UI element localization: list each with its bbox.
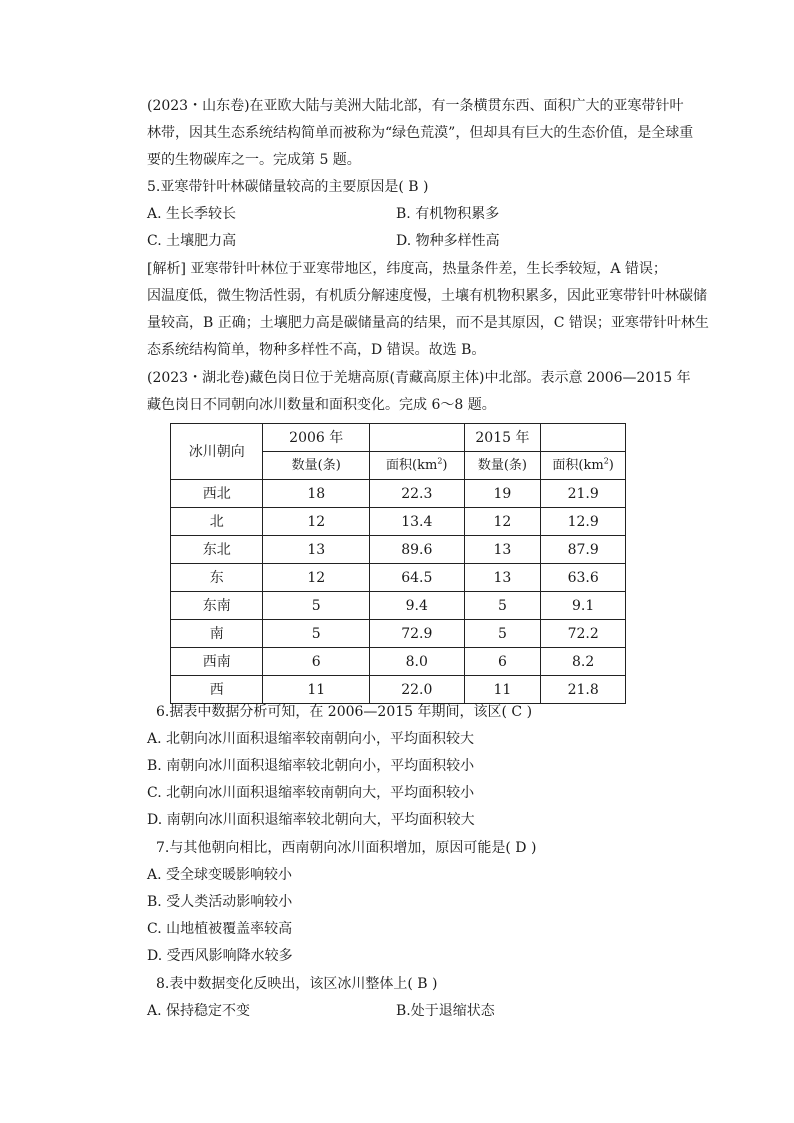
question-6-option-a: A. 北朝向冰川面积退缩率较南朝向小，平均面积较大 bbox=[147, 731, 475, 747]
row-count-2006: 6 bbox=[263, 648, 370, 676]
row-count-2006: 13 bbox=[263, 536, 370, 564]
table-corner-header: 冰川朝向 bbox=[171, 424, 263, 480]
header-area-2006: 面积$(km^2)$ bbox=[369, 452, 464, 480]
passage1-line1: (2023・山东卷)在亚欧大陆与美洲大陆北部，有一条横贯东西、面积广大的亚寒带针叶 bbox=[147, 98, 684, 114]
row-area-2015: 21.9 bbox=[541, 480, 626, 508]
row-count-2015: 13 bbox=[464, 564, 541, 592]
analysis-line3: 量较高，B 正确；土壤肥力高是碳储量高的结果，而不是其原因，C 错误；亚寒带针叶林生 bbox=[147, 315, 709, 331]
question-7-option-d: D. 受西风影响降水较多 bbox=[147, 948, 293, 964]
row-count-2006: 18 bbox=[263, 480, 370, 508]
header-empty-2 bbox=[541, 424, 626, 452]
row-count-2015: 6 bbox=[464, 648, 541, 676]
row-direction: 东南 bbox=[171, 592, 263, 620]
table-row bbox=[171, 508, 626, 536]
row-area-2015: 72.2 bbox=[541, 620, 626, 648]
passage2-line2: 藏色岗日不同朝向冰川数量和面积变化。完成 6～8 题。 bbox=[147, 397, 496, 413]
row-count-2015: 5 bbox=[464, 592, 541, 620]
row-area-2015: 21.8 bbox=[541, 676, 626, 704]
header-count-2006: 数量(条) bbox=[263, 452, 370, 480]
row-count-2015: 13 bbox=[464, 536, 541, 564]
header-year-2006: 2006 年 bbox=[263, 424, 370, 452]
row-area-2015: 87.9 bbox=[541, 536, 626, 564]
row-count-2015: 19 bbox=[464, 480, 541, 508]
row-area-2015: 8.2 bbox=[541, 648, 626, 676]
question-5-option-a: A. 生长季较长 bbox=[147, 206, 237, 222]
row-area-2006: 22.0 bbox=[369, 676, 464, 704]
row-direction: 西南 bbox=[171, 648, 263, 676]
question-6-stem: 6.据表中数据分析可知，在 2006—2015 年期间，该区( C ) bbox=[156, 704, 533, 720]
row-area-2006: 72.9 bbox=[369, 620, 464, 648]
question-5-option-c: C. 土壤肥力高 bbox=[147, 233, 237, 249]
row-area-2006: 8.0 bbox=[369, 648, 464, 676]
table-row bbox=[171, 592, 626, 620]
analysis-line1: [解析] 亚寒带针叶林位于亚寒带地区，纬度高，热量条件差，生长季较短，A 错误； bbox=[147, 261, 667, 277]
question-8-option-a: A. 保持稳定不变 bbox=[147, 1003, 251, 1019]
row-direction: 西北 bbox=[171, 480, 263, 508]
row-area-2006: 89.6 bbox=[369, 536, 464, 564]
analysis-line4: 态系统结构简单，物种多样性不高，D 错误。故选 B。 bbox=[147, 342, 486, 358]
row-area-2015: 12.9 bbox=[541, 508, 626, 536]
question-6-option-d: D. 南朝向冰川面积退缩率较北朝向大，平均面积较大 bbox=[147, 812, 475, 828]
header-empty-1 bbox=[369, 424, 464, 452]
row-count-2006: 5 bbox=[263, 592, 370, 620]
row-area-2006: 22.3 bbox=[369, 480, 464, 508]
row-count-2015: 11 bbox=[464, 676, 541, 704]
row-direction: 西 bbox=[171, 676, 263, 704]
table-row bbox=[171, 620, 626, 648]
question-7-stem: 7.与其他朝向相比，西南朝向冰川面积增加，原因可能是( D ) bbox=[156, 840, 537, 856]
row-count-2006: 11 bbox=[263, 676, 370, 704]
passage2-line1: (2023・湖北卷)藏色岗日位于羌塘高原(青藏高原主体)中北部。表示意 2006—2015 年 bbox=[147, 370, 691, 386]
table-row bbox=[171, 676, 626, 704]
question-7-option-c: C. 山地植被覆盖率较高 bbox=[147, 921, 293, 937]
row-area-2006: 9.4 bbox=[369, 592, 464, 620]
row-direction: 南 bbox=[171, 620, 263, 648]
question-7-option-b: B. 受人类活动影响较小 bbox=[147, 894, 293, 910]
table-row bbox=[171, 536, 626, 564]
row-count-2006: 12 bbox=[263, 564, 370, 592]
row-count-2006: 5 bbox=[263, 620, 370, 648]
table-row bbox=[171, 480, 626, 508]
passage1-line3: 要的生物碳库之一。完成第 5 题。 bbox=[147, 152, 361, 168]
table-row bbox=[171, 564, 626, 592]
row-direction: 东北 bbox=[171, 536, 263, 564]
row-area-2006: 13.4 bbox=[369, 508, 464, 536]
header-area-2015: 面积$(km^2)$ bbox=[541, 452, 626, 480]
row-area-2006: 64.5 bbox=[369, 564, 464, 592]
analysis-line2: 因温度低，微生物活性弱，有机质分解速度慢，土壤有机物积累多，因此亚寒带针叶林碳储 bbox=[147, 288, 707, 304]
question-5-option-b: B. 有机物积累多 bbox=[396, 206, 500, 222]
glacier-table bbox=[170, 423, 626, 704]
row-direction: 东 bbox=[171, 564, 263, 592]
question-7-option-a: A. 受全球变暖影响较小 bbox=[147, 867, 293, 883]
question-5-stem: 5.亚寒带针叶林碳储量较高的主要原因是( B ) bbox=[147, 179, 429, 195]
question-8-stem: 8.表中数据变化反映出，该区冰川整体上( B ) bbox=[156, 976, 438, 992]
table-row bbox=[171, 648, 626, 676]
row-direction: 北 bbox=[171, 508, 263, 536]
question-5-option-d: D. 物种多样性高 bbox=[396, 233, 500, 249]
header-count-2015: 数量(条) bbox=[464, 452, 541, 480]
question-6-option-c: C. 北朝向冰川面积退缩率较南朝向大，平均面积较小 bbox=[147, 785, 475, 801]
passage1-line2: 林带，因其生态系统结构简单而被称为“绿色荒漠”，但却具有巨大的生态价值，是全球重 bbox=[147, 125, 694, 141]
row-count-2006: 12 bbox=[263, 508, 370, 536]
question-8-option-b: B.处于退缩状态 bbox=[396, 1003, 495, 1019]
row-area-2015: 9.1 bbox=[541, 592, 626, 620]
row-area-2015: 63.6 bbox=[541, 564, 626, 592]
row-count-2015: 12 bbox=[464, 508, 541, 536]
header-year-2015: 2015 年 bbox=[464, 424, 541, 452]
question-6-option-b: B. 南朝向冰川面积退缩率较北朝向小，平均面积较小 bbox=[147, 758, 475, 774]
row-count-2015: 5 bbox=[464, 620, 541, 648]
